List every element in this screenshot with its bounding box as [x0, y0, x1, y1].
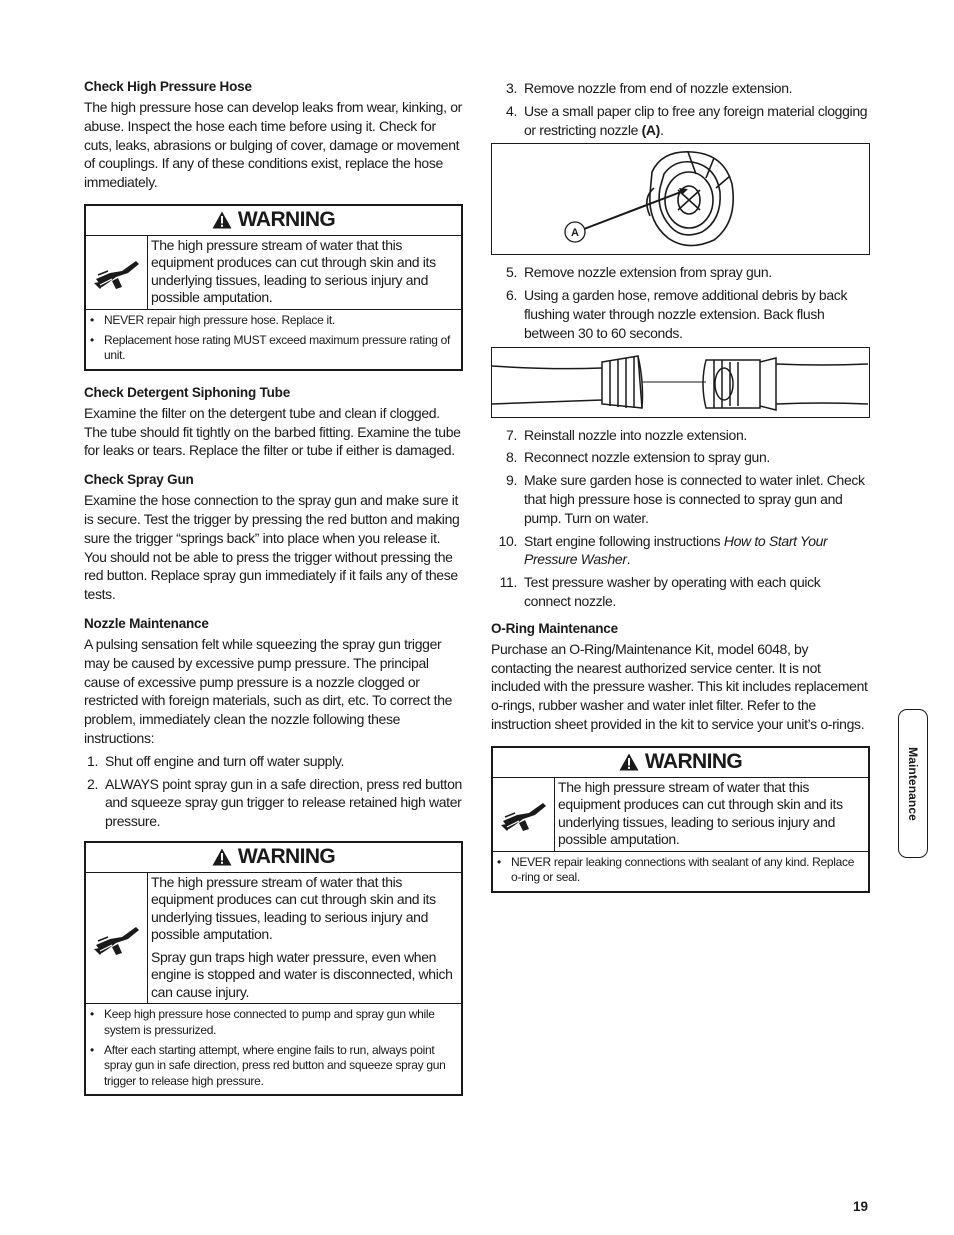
list-item: 4. Use a small paper clip to free any foreign material clogging or restricting nozzle (A).: [506, 102, 868, 138]
section-tab: [898, 709, 928, 858]
list-item: 2. ALWAYS point spray gun in a safe direction, press red button and squeeze spray gun trigger to release retained high water pressure.: [87, 775, 462, 830]
nozzle-steps-list: [491, 426, 870, 611]
warning-body: [86, 873, 461, 1005]
warning-bullets: [86, 310, 461, 369]
warning-bullets: [493, 852, 868, 891]
warning-triangle-icon: [619, 753, 639, 771]
warning-statement: The high pressure stream of water that this equipment produces can cut through skin and its underlying tissues, leading to serious injury and possible amputation.: [151, 873, 436, 943]
warning-header: [86, 206, 461, 236]
nozzle-steps-list: [491, 79, 870, 139]
warning-statement: Spray gun traps high water pressure, even when engine is stopped and water is disconnected, which can cause injury.: [151, 948, 453, 1000]
warning-text: [555, 778, 868, 851]
list-item: 11. Test pressure washer by operating with each quick connect nozzle.: [499, 574, 821, 609]
list-item: 6. Using a garden hose, remove additional debris by back flushing water through nozzle extension. Back flush between 30 to 60 seconds.: [506, 287, 848, 341]
list-item: 5. Remove nozzle extension from spray gun.: [506, 264, 772, 281]
warning-statement: The high pressure stream of water that this equipment produces can cut through skin and its underlying tissues, leading to serious injury and possible amputation.: [558, 778, 843, 848]
section-title-spray-gun: Check Spray Gun: [84, 472, 194, 488]
warning-triangle-icon: [212, 211, 232, 229]
section-body-spray-gun: Examine the hose connection to the spray gun and make sure it is secure. Test the trigger by pressing the red button and making sure the trigger “springs back” into place when you release it. You should not be able to press the trigger without pressing the red button. Replace spray gun immediately if it fails any of these tests.: [84, 492, 460, 603]
warning-body: [493, 778, 868, 852]
warning-bullet: • NEVER repair high pressure hose. Replace it.: [90, 313, 457, 329]
left-column: [84, 79, 463, 1110]
nozzle-figure: [491, 143, 870, 255]
callout-label-a: A: [571, 227, 579, 240]
right-column: [491, 79, 870, 907]
warning-triangle-icon: [212, 848, 232, 866]
warning-box-hose: [84, 204, 463, 371]
list-item: 9. Make sure garden hose is connected to water inlet. Check that high pressure hose is connected to spray gun and pump. Turn on water.: [506, 472, 865, 526]
section-body-nozzle: A pulsing sensation felt while squeezing the spray gun trigger may be caused by excessive pump pressure. The principal cause of excessive pump pressure is a nozzle clogged or restricted with foreign materials, such as dirt, etc. To correct the problem, immediately clean the nozzle following these instructions:: [84, 635, 453, 746]
list-item: 1. Shut off engine and turn off water supply.: [87, 752, 345, 769]
nozzle-illustration: [492, 144, 868, 254]
section-body-hose: The high pressure hose can develop leaks from wear, kinking, or abuse. Inspect the hose each time before using it. Check for cuts, leaks, abrasions or bulging of cover, damage or movement of couplings. If any of these conditions exist, replace the hose immediately.: [84, 99, 462, 191]
warning-header: [86, 843, 461, 873]
warning-title: WARNING: [644, 750, 743, 774]
section-title-nozzle: Nozzle Maintenance: [84, 615, 209, 631]
section-tab-label: Maintenance: [906, 746, 921, 821]
section-title-hose: Check High Pressure Hose: [84, 79, 252, 94]
nozzle-steps-list: [491, 263, 870, 342]
section-body-detergent: Examine the filter on the detergent tube and clean if clogged. The tube should fit tightly on the barbed fitting. Examine the tube for leaks or tears. Replace the filter or tube if either is damaged.: [84, 404, 461, 459]
warning-box-o-ring: [491, 746, 870, 893]
hose-illustration: [492, 348, 868, 417]
list-item: 8. Reconnect nozzle extension to spray gun.: [506, 449, 770, 466]
nozzle-steps-list: [72, 752, 463, 831]
warning-bullet: • Keep high pressure hose connected to pump and spray gun while system is pressurized.: [90, 1007, 457, 1038]
section-title-o-ring: O-Ring Maintenance: [491, 620, 618, 636]
warning-title: WARNING: [237, 845, 336, 869]
list-item: 10. Start engine following instructions How to Start Your Pressure Washer.: [498, 532, 828, 568]
warning-bullet: • Replacement hose rating MUST exceed maximum pressure rating of unit.: [90, 333, 457, 364]
warning-bullet: • NEVER repair leaking connections with sealant of any kind. Replace o-ring or seal.: [497, 855, 864, 886]
high-pressure-cut-hazard-icon: [493, 778, 555, 851]
high-pressure-cut-hazard-icon: [86, 236, 148, 309]
warning-bullets: [86, 1004, 461, 1094]
warning-statement: The high pressure stream of water that this equipment produces can cut through skin and its underlying tissues, leading to serious injury and possible amputation.: [151, 236, 436, 306]
section-title-detergent: Check Detergent Siphoning Tube: [84, 384, 291, 400]
hose-extension-figure: [491, 347, 870, 418]
warning-text: [148, 873, 461, 1004]
page-number: 19: [853, 1199, 869, 1214]
warning-bullet: • After each starting attempt, where engine fails to run, always point spray gun in safe direction, press red button and squeeze spray gun trigger to release high pressure.: [90, 1043, 457, 1090]
warning-box-spray-gun: [84, 841, 463, 1096]
list-item: 7. Reinstall nozzle into nozzle extension.: [506, 426, 747, 443]
warning-text: [148, 236, 461, 309]
list-item: 3. Remove nozzle from end of nozzle extension.: [506, 80, 793, 96]
warning-title: WARNING: [237, 208, 336, 232]
warning-body: [86, 236, 461, 310]
warning-header: [493, 748, 868, 778]
section-body-o-ring: Purchase an O-Ring/Maintenance Kit, model 6048, by contacting the nearest authorized service center. It is not included with the pressure washer. This kit includes replacement o-rings, rubber washer and water inlet filter. Refer to the instruction sheet provided in the kit to service your unit’s o-rings.: [491, 640, 868, 732]
high-pressure-cut-hazard-icon: [86, 873, 148, 1004]
